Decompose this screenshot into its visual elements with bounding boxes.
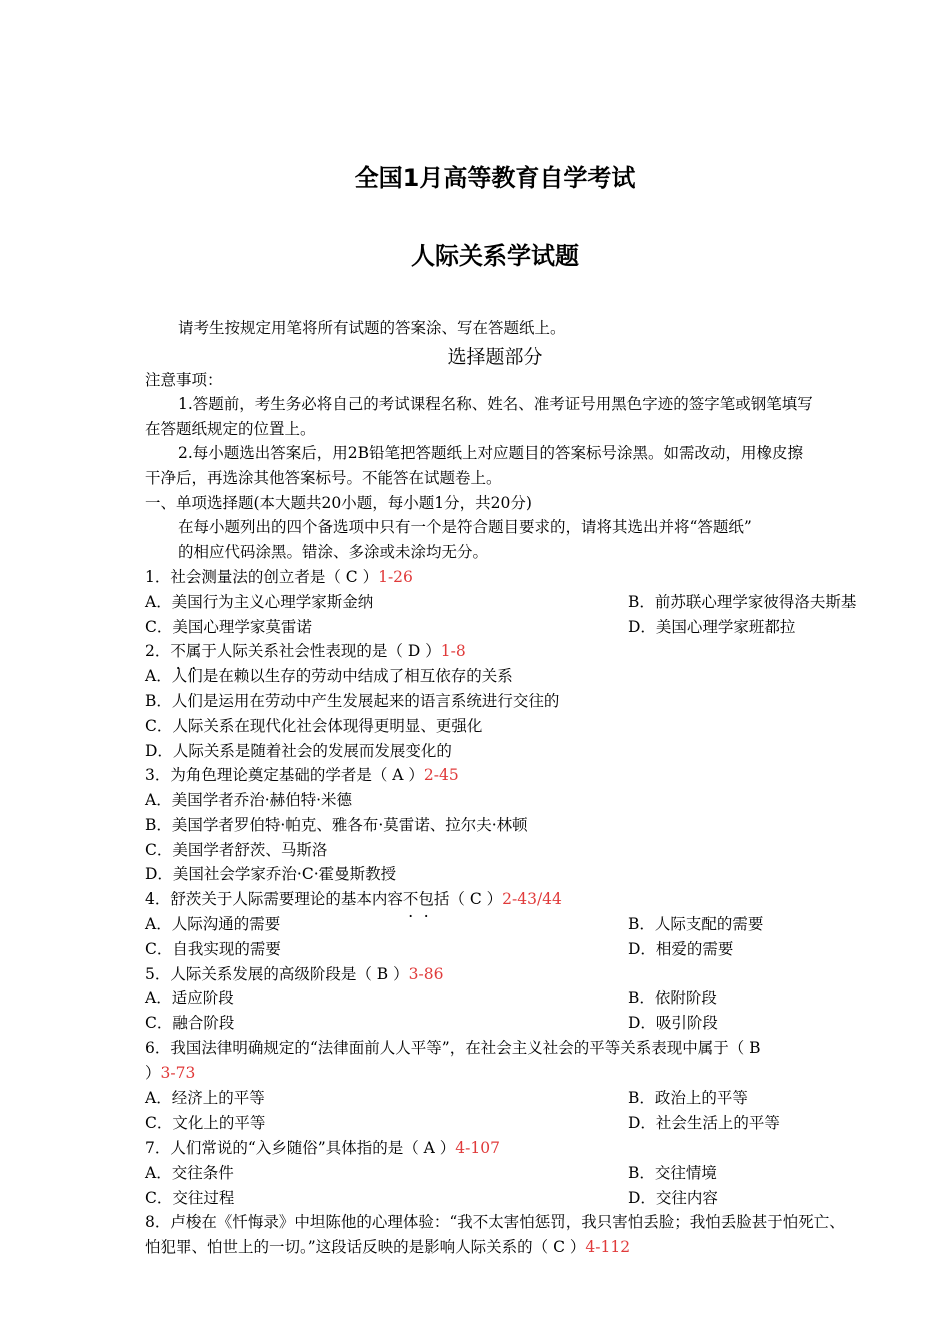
notes-heading: 注意事项： (145, 371, 223, 389)
note-2-line-2: 干净后，再选涂其他答案标号。不能答在试题卷上。 (145, 469, 502, 487)
page-reference: 2-45 (423, 766, 459, 784)
question-1-options-row-1 (145, 592, 855, 612)
emphasized-text: 不包括 (402, 890, 450, 908)
answer-paren: （ C ） (449, 890, 503, 908)
option-a: A．经济上的平等 (145, 1089, 265, 1107)
question-6-stem-line-1: 6．我国法律明确规定的“法律面前人人平等”，在社会主义社会的平等关系表现中属于（ B (145, 1039, 761, 1057)
question-3-option-c: C．美国学者舒茨、马斯洛 (145, 841, 328, 859)
question-number: 2． (145, 642, 171, 660)
option-c: C．融合阶段 (145, 1014, 235, 1032)
question-text: 怕犯罪、怕世上的一切。”这段话反映的是影响人际关系的（ C ） (145, 1238, 586, 1256)
section-heading: 选择题部分 (447, 346, 543, 368)
question-6-options-row-2 (145, 1113, 855, 1133)
note-2-line-1: 2.每小题选出答案后，用2B铅笔把答题纸上对应题目的答案标号涂黑。如需改动，用橡皮擦 (178, 444, 804, 462)
question-2-option-a: A．人们是在赖以生存的劳动中结成了相互依存的关系 (145, 667, 513, 685)
question-8-stem-line-1: 8．卢梭在《忏悔录》中坦陈他的心理体验：“我不太害怕惩罚，我只害怕丢脸；我怕丢脸甚于怕死亡、 (145, 1213, 845, 1231)
option-c: C．文化上的平等 (145, 1114, 266, 1132)
option-b: B．政治上的平等 (628, 1089, 748, 1107)
option-a: A．人际沟通的需要 (145, 915, 281, 933)
option-d: D．交往内容 (628, 1189, 718, 1207)
option-d: D．吸引阶段 (628, 1014, 718, 1032)
question-4-stem (145, 889, 855, 909)
question-5-stem (145, 964, 855, 984)
question-7-stem (145, 1138, 855, 1158)
option-b: B．前苏联心理学家彼得洛夫斯基 (628, 593, 857, 611)
page-reference: 4-107 (455, 1139, 500, 1157)
exam-title: 全国1月高等教育自学考试 (354, 164, 636, 192)
option-c: C．美国心理学家莫雷诺 (145, 618, 312, 636)
question-7-options-row-1 (145, 1163, 855, 1183)
option-d: D．美国心理学家班都拉 (628, 618, 796, 636)
question-6-stem-line-2 (145, 1063, 855, 1083)
option-c: C．自我实现的需要 (145, 940, 281, 958)
option-c: C．交往过程 (145, 1189, 235, 1207)
page-reference: 2-43/44 (502, 890, 562, 908)
option-a: A．交往条件 (145, 1164, 234, 1182)
question-5-options-row-2 (145, 1013, 855, 1033)
question-7-options-row-2 (145, 1188, 855, 1208)
option-a: A．美国行为主义心理学家斯金纳 (145, 593, 374, 611)
question-text: 人际关系社会性表现的是（ D ） (216, 642, 441, 660)
page-reference: 3-73 (160, 1064, 196, 1082)
question-2-option-c: C．人际关系在现代化社会体现得更明显、更强化 (145, 717, 483, 735)
question-3-option-b: B．美国学者罗伯特·帕克、雅各布·莫雷诺、拉尔夫·林顿 (145, 816, 528, 834)
part-1-heading: 一、单项选择题(本大题共20小题，每小题1分，共20分) (145, 494, 532, 512)
question-3-option-a: A．美国学者乔治·赫伯特·米德 (145, 791, 353, 809)
question-3-option-d: D．美国社会学家乔治·C·霍曼斯教授 (145, 865, 397, 883)
option-d: D．相爱的需要 (628, 940, 734, 958)
question-6-options-row-1 (145, 1088, 855, 1108)
note-1-line-1: 1.答题前，考生务必将自己的考试课程名称、姓名、准考证号用黑色字迹的签字笔或钢笔填写 (178, 395, 813, 413)
question-2-stem (145, 641, 855, 661)
question-5-options-row-1 (145, 988, 855, 1008)
page-reference: 4-112 (585, 1238, 631, 1256)
option-b: B．依附阶段 (628, 989, 717, 1007)
question-text: 3．为角色理论奠定基础的学者是（ A ） (145, 766, 424, 784)
part-1-instruction-2: 的相应代码涂黑。错涂、多涂或未涂均无分。 (178, 543, 489, 561)
question-2-option-b: B．人们是运用在劳动中产生发展起来的语言系统进行交往的 (145, 692, 560, 710)
question-4-options-row-1 (145, 914, 855, 934)
question-8-stem-line-2 (145, 1237, 855, 1257)
exam-subject-title: 人际关系学试题 (411, 242, 579, 270)
intro-text: 请考生按规定用笔将所有试题的答案涂、写在答题纸上。 (178, 319, 566, 337)
question-text: 7．人们常说的“入乡随俗”具体指的是（ A ） (145, 1139, 456, 1157)
question-1-options-row-2 (145, 617, 855, 637)
option-b: B．人际支配的需要 (628, 915, 764, 933)
page-reference: 1-26 (378, 568, 413, 586)
answer-paren: ） (145, 1064, 161, 1082)
page-reference: 3-86 (408, 965, 444, 983)
question-text: 5．人际关系发展的高级阶段是（ B ） (145, 965, 409, 983)
page-reference: 1-8 (440, 642, 466, 660)
question-1-stem (145, 567, 855, 587)
question-text: 4．舒茨关于人际需要理论的基本内容 (145, 890, 403, 908)
note-1-line-2: 在答题纸规定的位置上。 (145, 420, 316, 438)
option-b: B．交往情境 (628, 1164, 717, 1182)
option-a: A．适应阶段 (145, 989, 234, 1007)
part-1-instruction-1: 在每小题列出的四个备选项中只有一个是符合题目要求的，请将其选出并将“答题纸” (178, 518, 752, 536)
question-4-options-row-2 (145, 939, 855, 959)
question-2-option-d: D．人际关系是随着社会的发展而发展变化的 (145, 742, 452, 760)
question-text: 1．社会测量法的创立者是（ C ） (145, 568, 379, 586)
option-d: D．社会生活上的平等 (628, 1114, 780, 1132)
emphasized-text: 不属于 (170, 642, 217, 660)
question-3-stem (145, 765, 855, 785)
